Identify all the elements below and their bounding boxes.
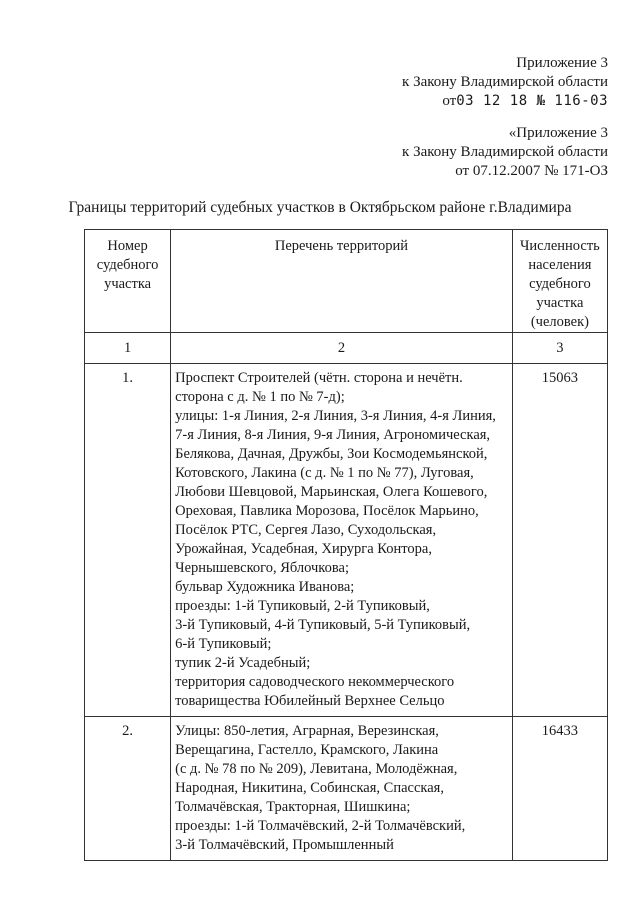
document-title: Границы территорий судебных участков в Октябрьском районе г.Владимира bbox=[68, 199, 572, 216]
appendix-title: Приложение 3 bbox=[516, 55, 608, 71]
territory-line: Проспект Строителей (чётн. сторона и нечётн. bbox=[175, 370, 463, 386]
original-appendix-date: от 07.12.2007 № 171-ОЗ bbox=[455, 163, 608, 179]
territory-line: территория садоводческого некоммерческого bbox=[175, 674, 455, 690]
column-number: 2 bbox=[171, 333, 513, 364]
territory-line: Посёлок РТС, Сергея Лазо, Суходольская, bbox=[175, 522, 437, 538]
appendix-law-reference: к Закону Владимирской области bbox=[402, 74, 608, 90]
original-appendix-title: «Приложение 3 bbox=[508, 125, 608, 141]
header-district-number: Номер судебного участка bbox=[85, 230, 171, 333]
column-number: 3 bbox=[512, 333, 607, 364]
population-value: 16433 bbox=[512, 717, 607, 861]
header-population: Численность населения судебного участка (человек) bbox=[512, 230, 607, 333]
territory-line: товарищества Юбилейный Верхнее Сельцо bbox=[175, 693, 445, 709]
territory-line: 3-й Толмачёвский, Промышленный bbox=[175, 837, 394, 853]
territory-line: 6-й Тупиковый; bbox=[175, 636, 272, 652]
population-value: 15063 bbox=[512, 364, 607, 717]
appendix-header bbox=[402, 54, 608, 111]
territory-line: Котовского, Лакина (с д. № 1 по № 77), Луговая, bbox=[175, 465, 474, 481]
original-appendix-header bbox=[402, 124, 608, 181]
table-row bbox=[85, 717, 608, 861]
territory-line: сторона с д. № 1 по № 7-д); bbox=[175, 389, 345, 405]
territory-list bbox=[171, 364, 513, 717]
district-number: 1. bbox=[85, 364, 171, 717]
appendix-date-prefix: от bbox=[442, 93, 457, 109]
territory-line: 3-й Тупиковый, 4-й Тупиковый, 5-й Тупиковый, bbox=[175, 617, 471, 633]
territory-line: 7-я Линия, 8-я Линия, 9-я Линия, Агрономическая, bbox=[175, 427, 491, 443]
territory-line: Урожайная, Усадебная, Хирурга Контора, bbox=[175, 541, 432, 557]
territory-line: тупик 2-й Усадебный; bbox=[175, 655, 311, 671]
territory-line: проезды: 1-й Толмачёвский, 2-й Толмачёвский, bbox=[175, 818, 466, 834]
original-appendix-law-reference: к Закону Владимирской области bbox=[402, 144, 608, 160]
handwritten-date-number: 03 12 18 № 116-03 bbox=[456, 93, 608, 109]
court-districts-table bbox=[84, 229, 608, 861]
territory-line: проезды: 1-й Тупиковый, 2-й Тупиковый, bbox=[175, 598, 430, 614]
territory-line: Улицы: 850-летия, Аграрная, Верезинская, bbox=[175, 723, 439, 739]
table-header-row bbox=[85, 230, 608, 333]
territory-line: бульвар Художника Иванова; bbox=[175, 579, 355, 595]
table-body bbox=[85, 364, 608, 861]
territory-list bbox=[171, 717, 513, 861]
territory-line: Толмачёвская, Тракторная, Шишкина; bbox=[175, 799, 411, 815]
table-row bbox=[85, 364, 608, 717]
territory-line: улицы: 1-я Линия, 2-я Линия, 3-я Линия, 4-я Линия, bbox=[175, 408, 496, 424]
territory-line: Чернышевского, Яблочкова; bbox=[175, 560, 349, 576]
territory-line: Верещагина, Гастелло, Крамского, Лакина bbox=[175, 742, 439, 758]
district-number: 2. bbox=[85, 717, 171, 861]
territory-line: Любови Шевцовой, Марьинская, Олега Кошевого, bbox=[175, 484, 488, 500]
territory-line: Народная, Никитина, Собинская, Спасская, bbox=[175, 780, 444, 796]
column-number-row bbox=[85, 333, 608, 364]
territory-line: Ореховая, Павлика Морозова, Посёлок Марьино, bbox=[175, 503, 479, 519]
territory-line: Белякова, Дачная, Дружбы, Зои Космодемьянской, bbox=[175, 446, 488, 462]
appendix-date-line bbox=[402, 92, 608, 111]
header-territory-list: Перечень территорий bbox=[171, 230, 513, 333]
territory-line: (с д. № 78 по № 209), Левитана, Молодёжная, bbox=[175, 761, 458, 777]
column-number: 1 bbox=[85, 333, 171, 364]
